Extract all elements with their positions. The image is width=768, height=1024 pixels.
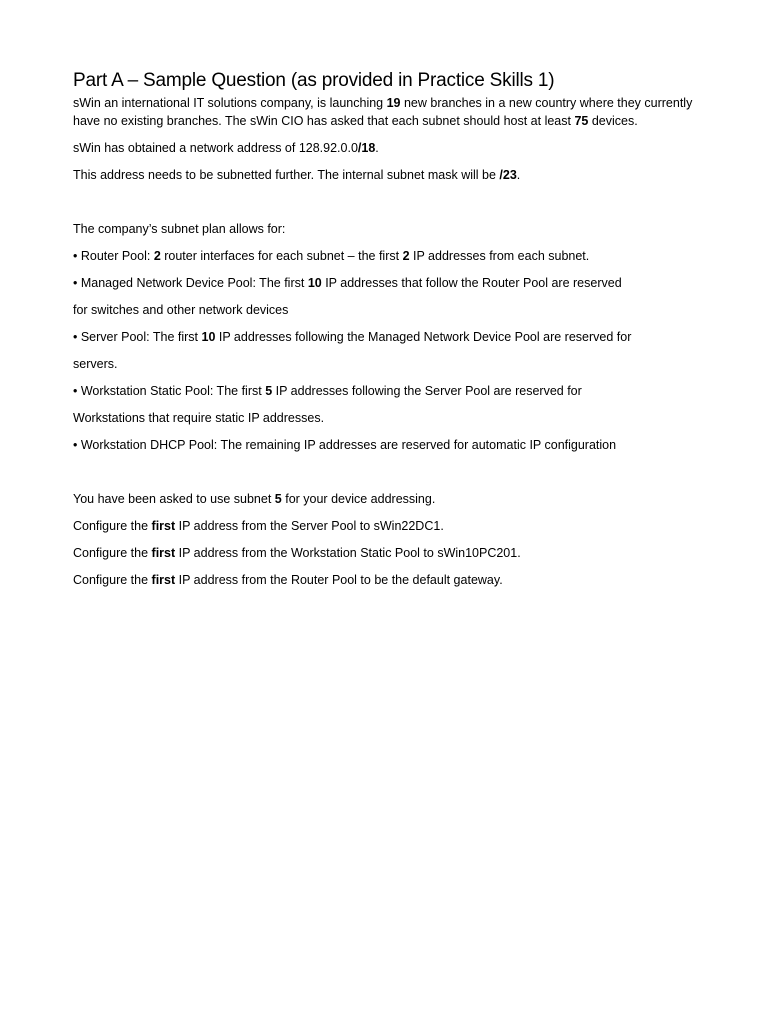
managed-pool-item	[73, 274, 693, 292]
subnet-mask-paragraph	[73, 166, 693, 184]
network-prefix: /18	[357, 141, 376, 155]
network-text-1: sWin has obtained a network address of 128.92.0.0	[73, 141, 358, 155]
pc-task	[73, 544, 693, 562]
managed-text-2: IP addresses that follow the Router Pool are reserved	[321, 276, 622, 290]
server-pool-item	[73, 328, 693, 346]
subnet-number: 5	[274, 492, 282, 506]
managed-text-1: • Managed Network Device Pool: The first	[73, 276, 308, 290]
server-pool-continuation: servers.	[73, 357, 118, 371]
server-count: 10	[201, 330, 216, 344]
router-pool-item	[73, 247, 693, 265]
device-count: 75	[574, 114, 589, 128]
dhcp-pool-item: • Workstation DHCP Pool: The remaining IP addresses are reserved for automatic IP configuration	[73, 438, 617, 452]
gw-first: first	[151, 573, 176, 587]
branch-count: 19	[386, 96, 401, 110]
static-pool-continuation: Workstations that require static IP addresses.	[73, 411, 325, 425]
gw-task-text-1: Configure the	[73, 573, 152, 587]
static-count: 5	[265, 384, 273, 398]
pc-task-text-1: Configure the	[73, 546, 152, 560]
gateway-task	[73, 571, 693, 589]
static-pool-item	[73, 382, 693, 400]
server-text-2: IP addresses following the Managed Network Device Pool are reserved for	[215, 330, 632, 344]
subnet-task-text-2: for your device addressing.	[281, 492, 436, 506]
router-first-count: 2	[402, 249, 410, 263]
dc-task	[73, 517, 693, 535]
static-text-2: IP addresses following the Server Pool are reserved for	[272, 384, 582, 398]
network-address-paragraph	[73, 139, 693, 157]
dc-first: first	[151, 519, 176, 533]
intro-text-1: sWin an international IT solutions company, is launching	[73, 96, 387, 110]
page-title: Part A – Sample Question (as provided in Practice Skills 1)	[73, 70, 555, 91]
pc-task-text-2: IP address from the Workstation Static Pool to sWin10PC201.	[175, 546, 521, 560]
mask-text-1: This address needs to be subnetted further. The internal subnet mask will be	[73, 168, 500, 182]
router-text-3: IP addresses from each subnet.	[409, 249, 590, 263]
pc-first: first	[151, 546, 176, 560]
router-text-1: • Router Pool:	[73, 249, 154, 263]
network-text-2: .	[375, 141, 379, 155]
router-text-2: router interfaces for each subnet – the first	[160, 249, 403, 263]
intro-paragraph	[73, 94, 693, 130]
router-count: 2	[153, 249, 161, 263]
plan-heading: The company’s subnet plan allows for:	[73, 222, 286, 236]
dc-task-text-1: Configure the	[73, 519, 152, 533]
static-text-1: • Workstation Static Pool: The first	[73, 384, 266, 398]
document-page	[73, 68, 693, 589]
managed-count: 10	[307, 276, 322, 290]
gw-task-text-2: IP address from the Router Pool to be the default gateway.	[175, 573, 503, 587]
mask-text-2: .	[516, 168, 521, 182]
intro-text-3: devices.	[588, 114, 638, 128]
subnet-task-text-1: You have been asked to use subnet	[73, 492, 275, 506]
server-text-1: • Server Pool: The first	[73, 330, 202, 344]
subnet-task	[73, 490, 693, 508]
managed-pool-continuation: for switches and other network devices	[73, 303, 289, 317]
intro-text-2: new branches in a new country where they currently have no existing branches. The sWin CIO has asked that each subnet should host at least	[73, 96, 693, 128]
mask-prefix: /23	[499, 168, 517, 182]
dc-task-text-2: IP address from the Server Pool to sWin22DC1.	[175, 519, 444, 533]
